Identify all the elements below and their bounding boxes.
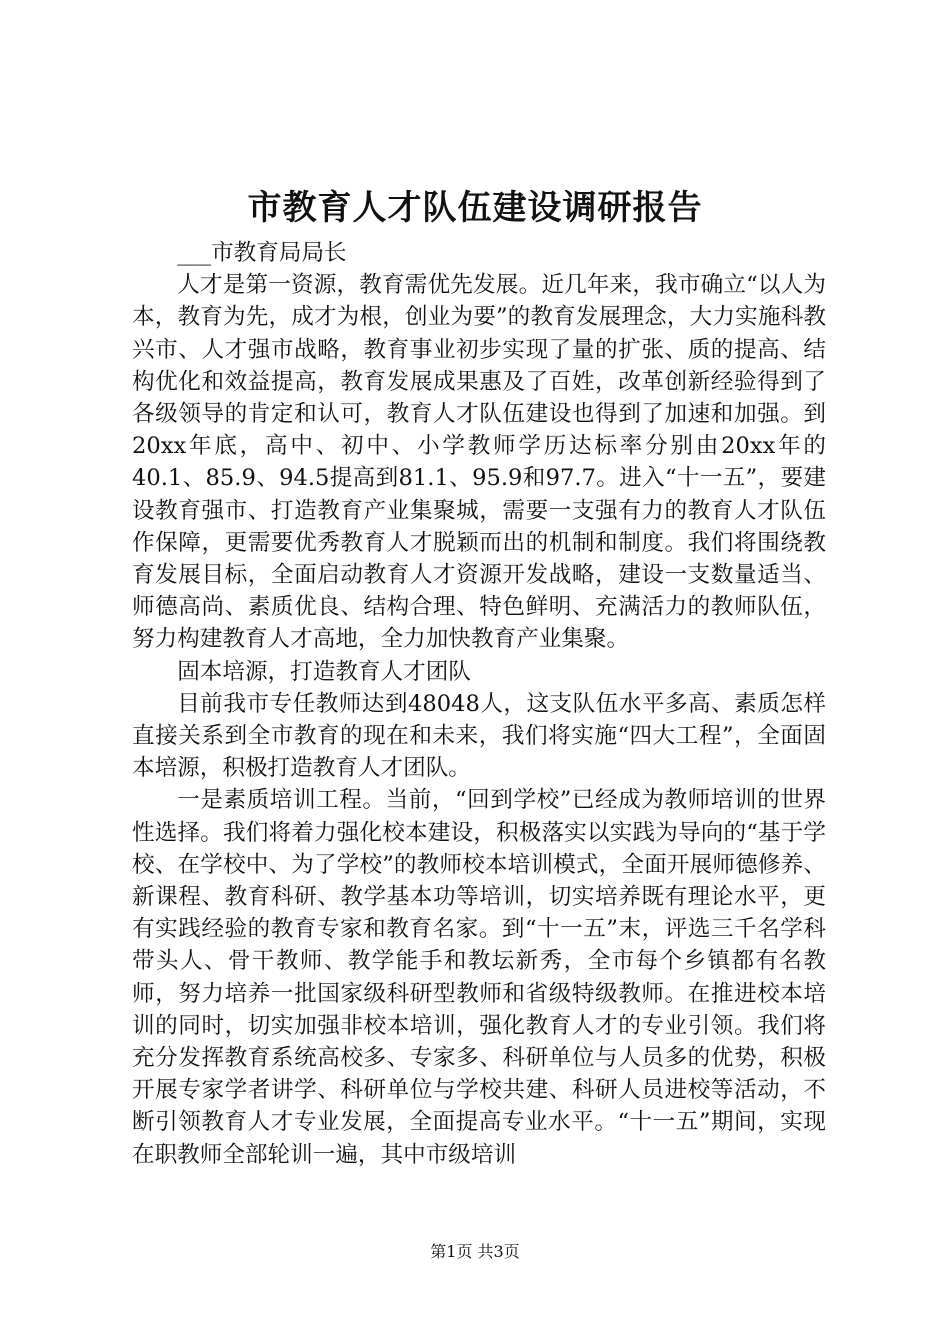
paragraph-intro: 人才是第一资源，教育需优先发展。近几年来，我市确立“以人为本，教育为先，成才为根，创业为要”的教育发展理念，大力实施科教兴市、人才强市战略，教育事业初步实现了量的扩张、质的提高、结构优化和效益提高，教育发展成果惠及了百姓，改革创新经验得到了各级领导的肯定和认可，教育人才队伍建设也得到了加速和加强。到20xx年底，高中、初中、小学教师学历达标率分别由20xx年的40.1、85.9、94.5提高到81.1、95.9和97.7。进入“十一五”，要建设教育强市、打造教育产业集聚城，需要一支强有力的教育人才队伍作保障，更需要优秀教育人才脱颖而出的机制和制度。我们将围绕教育发展目标，全面启动教育人才资源开发战略，建设一支数量适当、师德高尚、素质优良、结构合理、特色鲜明、充满活力的教师队伍，努力构建教育人才高地，全力加快教育产业集聚。	[132, 272, 826, 653]
section-heading: 固本培源，打造教育人才团队	[177, 658, 471, 685]
author-line: ___市教育局局长	[177, 240, 347, 266]
document-body	[132, 237, 826, 1171]
paragraph-training-project: 一是素质培训工程。当前，“回到学校”已经成为教师培训的世界性选择。我们将着力强化校本建设，积极落实以实践为导向的“基于学校、在学校中、为了学校”的教师校本培训模式，全面开展师德修养、新课程、教育科研、教学基本功等培训，切实培养既有理论水平，更有实践经验的教育专家和教育名家。到“十一五”末，评选三千名学科带头人、骨干教师、教学能手和教坛新秀，全市每个乡镇都有名教师，努力培养一批国家级科研型教师和省级特级教师。在推进校本培训的同时，切实加强非校本培训，强化教育人才的专业引领。我们将充分发挥教育系统高校多、专家多、科研单位与人员多的优势，积极开展专家学者讲学、科研单位与学校共建、科研人员进校等活动，不断引领教育人才专业发展，全面提高专业水平。“十一五”期间，实现在职教师全部轮训一遍，其中市级培训	[132, 787, 826, 1168]
page-number: 第1页 共3页	[430, 1242, 520, 1261]
paragraph-teacher-count: 目前我市专任教师达到48048人，这支队伍水平多高、素质怎样直接关系到全市教育的现在和未来，我们将实施“四大工程”，全面固本培源，积极打造教育人才团队。	[132, 690, 826, 782]
document-title: 市教育人才队伍建设调研报告	[247, 188, 703, 228]
